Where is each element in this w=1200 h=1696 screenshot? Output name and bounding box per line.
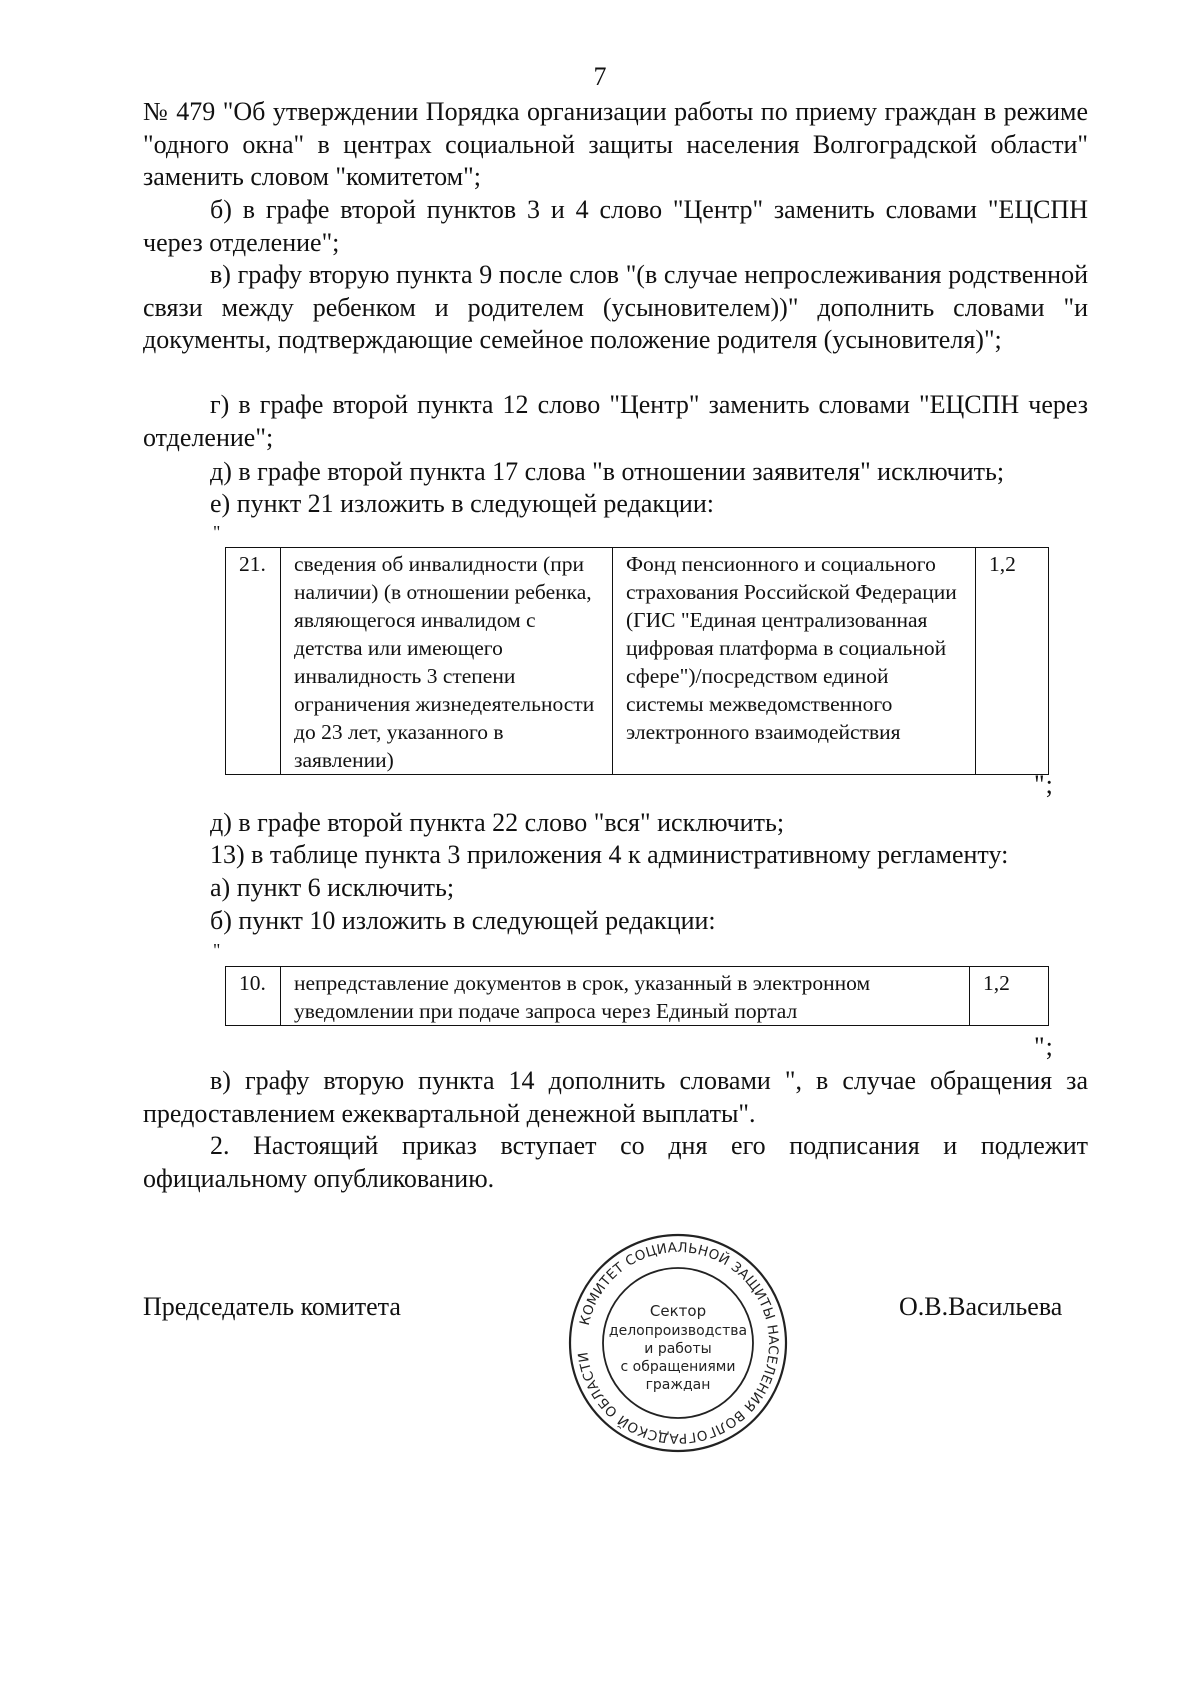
stamp-line-3: и работы [644, 1341, 712, 1357]
table1-code: 1,2 [976, 548, 1049, 775]
paragraph-2: 2. Настоящий приказ вступает со дня его подписания и подлежит официальному опубликованию. [143, 1131, 1088, 1193]
signature-title: Председатель комитета [143, 1292, 401, 1321]
table1-num: 21. [226, 548, 281, 775]
signature-name: О.В.Васильева [899, 1292, 1063, 1321]
table2-num: 10. [226, 967, 281, 1026]
page-number: 7 [593, 62, 607, 91]
table1-info: сведения об инвалидности (при наличии) (в отношении ребенка, являющегося инвалидом с детства или имеющего инвалидность 3 степени ограничения жизнедеятельности до 23 лет, указанного в заявлении) [281, 548, 613, 775]
official-stamp [565, 1230, 791, 1456]
paragraph-e: е) пункт 21 изложить в следующей редакции: [210, 489, 714, 518]
stamp-line-4: с обращениями [620, 1359, 736, 1375]
quote-open-1: " [213, 522, 221, 542]
paragraph-a: а) пункт 6 исключить; [210, 873, 455, 902]
paragraph-v: в) графу вторую пункта 9 после слов "(в случае непрослеживания родственной связи между ребенком и родителем (усыновителем))" дополнить словами "и документы, подтверждающие семейное положение родителя (усыновителя)"; [143, 260, 1088, 355]
paragraph-13: 13) в таблице пункта 3 приложения 4 к административному регламенту: [210, 840, 1009, 869]
table2-code: 1,2 [970, 967, 1049, 1026]
paragraph-d22: д) в графе второй пункта 22 слово "вся" исключить; [210, 808, 785, 837]
stamp-ring-text: КОМИТЕТ СОЦИАЛЬНОЙ ЗАЩИТЫ НАСЕЛЕНИЯ ВОЛГОГРАДСКОЙ ОБЛАСТИ [575, 1239, 782, 1447]
paragraph-v14: в) графу вторую пункта 14 дополнить словами ", в случае обращения за предоставлением ежеквартальной денежной выплаты". [143, 1066, 1088, 1128]
paragraph-b: б) в графе второй пунктов 3 и 4 слово "Центр" заменить словами "ЕЦСПН через отделение"; [143, 195, 1088, 257]
table1-source: Фонд пенсионного и социального страхования Российской Федерации (ГИС "Единая централизованная цифровая платформа в социальной сфере")/посредством единой системы межведомственного электронного взаимодействия [613, 548, 976, 775]
paragraph-order-479: № 479 "Об утверждении Порядка организации работы по приему граждан в режиме "одного окна" в центрах социальной защиты населения Волгоградской области" заменить словом "комитетом"; [143, 97, 1088, 192]
paragraph-b10: б) пункт 10 изложить в следующей редакции: [210, 906, 716, 935]
quote-close-2: "; [1034, 1032, 1054, 1061]
table-item-10 [225, 966, 1049, 1026]
paragraph-d17: д) в графе второй пункта 17 слова "в отношении заявителя" исключить; [210, 457, 1005, 486]
stamp-line-5: граждан [645, 1377, 711, 1393]
table2-text: непредставление документов в срок, указанный в электронном уведомлении при подаче запроса через Единый портал [281, 967, 970, 1026]
quote-close-1: "; [1034, 770, 1054, 799]
table-item-21 [225, 547, 1049, 775]
stamp-line-2: делопроизводства [608, 1323, 748, 1339]
paragraph-g: г) в графе второй пункта 12 слово "Центр" заменить словами "ЕЦСПН через отделение"; [143, 390, 1088, 452]
quote-open-2: " [213, 940, 221, 960]
stamp-line-1: Сектор [649, 1302, 707, 1320]
